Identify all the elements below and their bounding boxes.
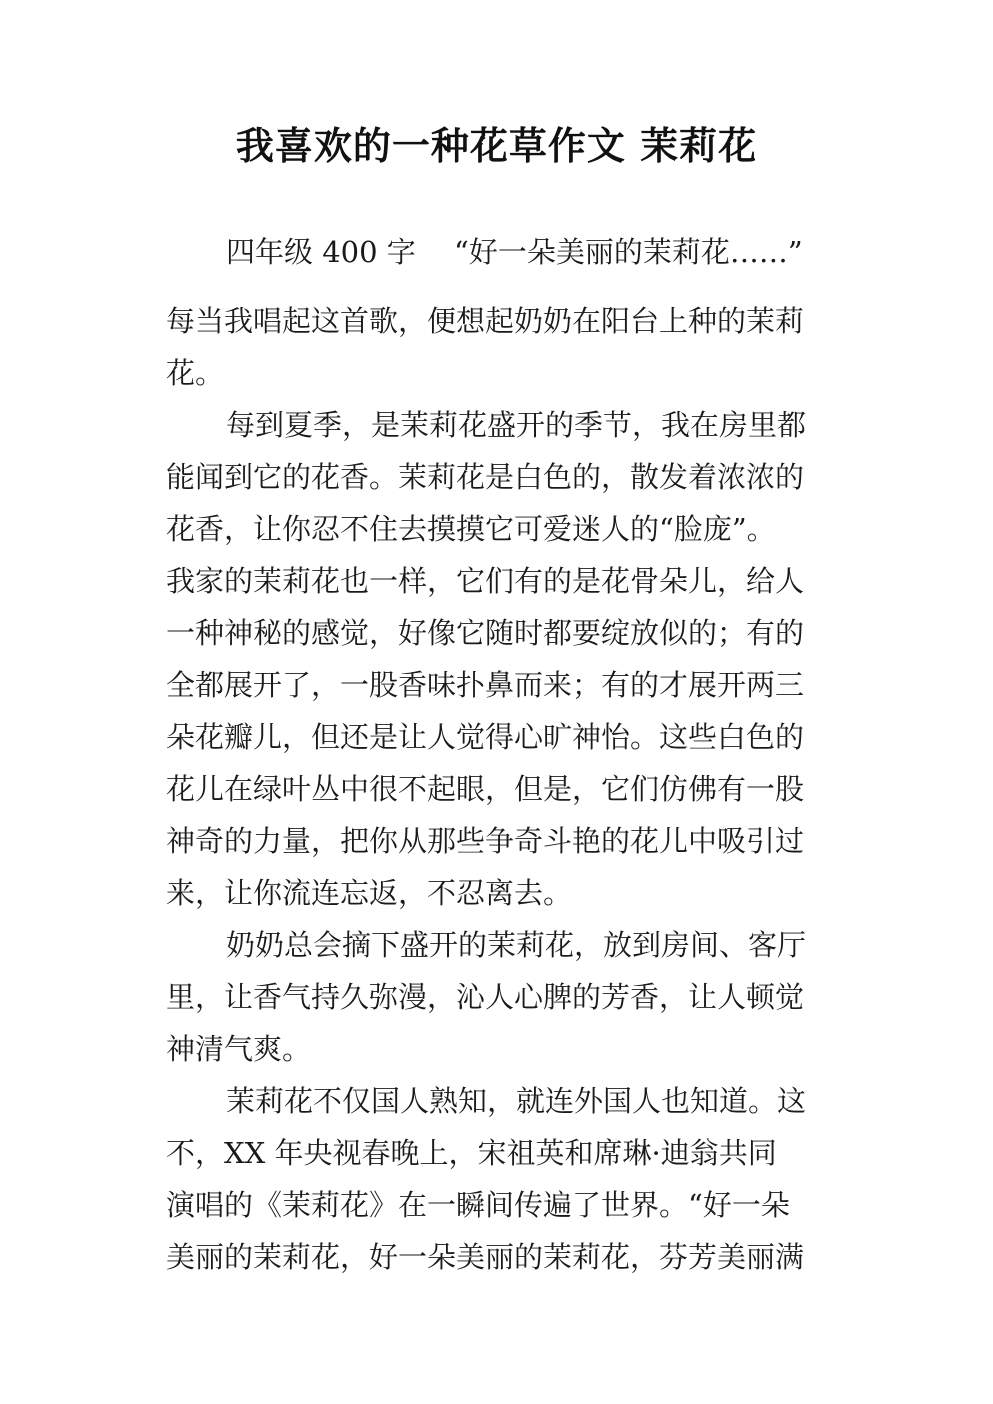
text-line: 每到夏季，是茉莉花盛开的季节，我在房里都 bbox=[226, 408, 807, 442]
text-line: 一种神秘的感觉，好像它随时都要绽放似的；有的 bbox=[166, 616, 805, 650]
text-line: 来，让你流连忘返，不忍离去。 bbox=[166, 876, 573, 910]
text-line: 演唱的《茉莉花》在一瞬间传遍了世界。“好一朵 bbox=[166, 1188, 790, 1222]
text-line: 能闻到它的花香。茉莉花是白色的，散发着浓浓的 bbox=[166, 460, 805, 494]
text-line: 我家的茉莉花也一样，它们有的是花骨朵儿，给人 bbox=[166, 564, 805, 598]
text-line: 美丽的茉莉花，好一朵美丽的茉莉花，芬芳美丽满 bbox=[166, 1240, 805, 1274]
text-line: 花儿在绿叶丛中很不起眼，但是，它们仿佛有一股 bbox=[166, 772, 805, 806]
text-line: 不，XX 年央视春晚上，宋祖英和席琳·迪翁共同 bbox=[166, 1136, 777, 1170]
text-line: 花。 bbox=[166, 356, 225, 390]
text-line: 里，让香气持久弥漫，沁人心脾的芳香，让人顿觉 bbox=[166, 980, 805, 1014]
text-line: 每当我唱起这首歌，便想起奶奶在阳台上种的茉莉 bbox=[166, 304, 805, 338]
text-line: 神清气爽。 bbox=[166, 1032, 312, 1066]
text-line: 四年级 400 字 “好一朵美丽的茉莉花……” bbox=[226, 235, 803, 269]
text-line: 奶奶总会摘下盛开的茉莉花，放到房间、客厅 bbox=[226, 928, 807, 962]
text-line: 神奇的力量，把你从那些争奇斗艳的花儿中吸引过 bbox=[166, 824, 805, 858]
text-line: 花香，让你忍不住去摸摸它可爱迷人的“脸庞”。 bbox=[166, 512, 776, 546]
text-line: 全都展开了，一股香味扑鼻而来；有的才展开两三 bbox=[166, 668, 805, 702]
text-line: 茉莉花不仅国人熟知，就连外国人也知道。这 bbox=[226, 1084, 807, 1118]
text-line: 朵花瓣儿，但还是让人觉得心旷神怡。这些白色的 bbox=[166, 720, 805, 754]
document-title: 我喜欢的一种花草作文 茉莉花 bbox=[235, 124, 758, 168]
